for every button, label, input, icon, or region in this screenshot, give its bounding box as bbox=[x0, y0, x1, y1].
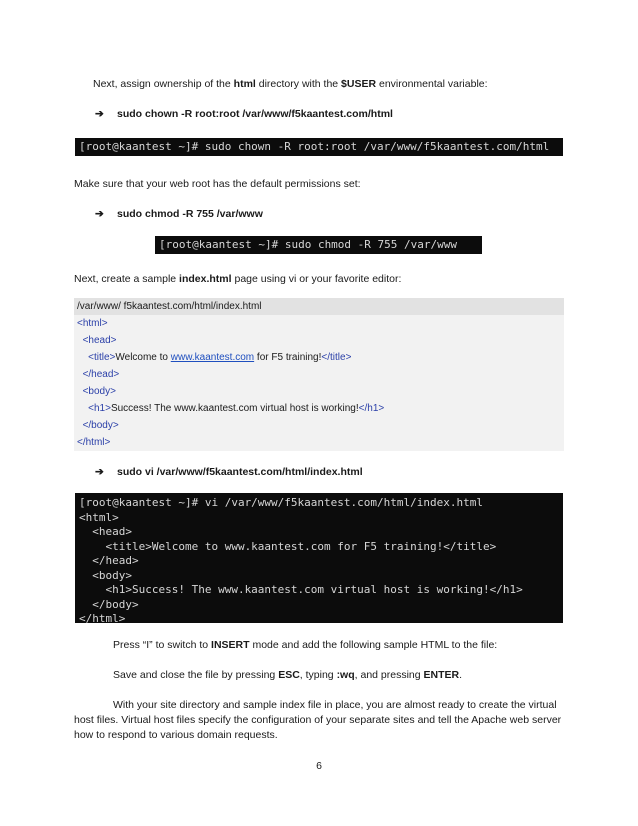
paragraph-save-close bbox=[113, 668, 462, 682]
paragraph-virtual-host-line3: how to respond to various domain requests. bbox=[74, 729, 278, 741]
text: directory with the bbox=[255, 78, 342, 90]
tag: <title> bbox=[88, 352, 116, 363]
code-line bbox=[74, 366, 564, 383]
bold-text: html bbox=[233, 78, 256, 90]
terminal-line: <head> bbox=[79, 525, 132, 538]
paragraph-ownership bbox=[93, 77, 488, 91]
terminal-line: <title>Welcome to www.kaantest.com for F5 training!</title> bbox=[79, 539, 497, 553]
command-text: sudo chmod -R 755 /var/www bbox=[117, 208, 263, 220]
bold-text: INSERT bbox=[211, 639, 250, 651]
paragraph-virtual-host-line2: host files. Virtual host files specify the configuration of your separate sites and tell the Apache web server bbox=[74, 714, 562, 726]
terminal-line: [root@kaantest ~]# sudo chmod -R 755 /var/www bbox=[159, 238, 458, 251]
terminal-line: </body> bbox=[79, 597, 139, 611]
tag: </body> bbox=[82, 420, 119, 431]
tag: <html> bbox=[77, 318, 108, 329]
bold-text: $USER bbox=[341, 78, 377, 90]
bold-text: :wq bbox=[336, 669, 355, 681]
code-line bbox=[74, 349, 564, 366]
text: page using vi or your favorite editor: bbox=[231, 273, 402, 285]
paragraph-virtual-host-line1: With your site directory and sample index file in place, you are almost ready to create the virtual bbox=[113, 699, 557, 711]
terminal-line: [root@kaantest ~]# vi /var/www/f5kaantest.com/html/index.html bbox=[79, 496, 483, 509]
arrow-icon: ➔ bbox=[95, 466, 104, 478]
bold-text: ESC bbox=[278, 669, 300, 681]
code-line bbox=[74, 332, 564, 349]
terminal-screenshot-chmod bbox=[155, 236, 482, 254]
text: Success! The www.kaantest.com virtual host is working! bbox=[110, 403, 359, 414]
command-bullet-chown bbox=[95, 107, 393, 121]
terminal-screenshot-vi bbox=[75, 493, 563, 623]
code-line bbox=[74, 315, 564, 332]
tag: </html> bbox=[77, 437, 111, 448]
code-line bbox=[74, 434, 564, 451]
tag: <head> bbox=[82, 335, 117, 346]
text: Save and close the file by pressing bbox=[113, 669, 279, 681]
code-line bbox=[74, 400, 564, 417]
code-listing bbox=[74, 298, 564, 451]
arrow-icon: ➔ bbox=[95, 108, 104, 120]
page-number: 6 bbox=[316, 760, 322, 772]
terminal-line: <html> bbox=[79, 510, 119, 524]
tag: <body> bbox=[82, 386, 116, 397]
text: , and pressing bbox=[354, 669, 424, 681]
text: . bbox=[459, 669, 463, 681]
terminal-line: </html> bbox=[79, 612, 126, 623]
tag: </h1> bbox=[358, 403, 385, 414]
terminal-line: <body> bbox=[79, 568, 132, 582]
terminal-line: <h1>Success! The www.kaantest.com virtual host is working!</h1> bbox=[79, 583, 523, 596]
text: Press “I” to switch to bbox=[113, 639, 212, 651]
text: mode and add the following sample HTML to the file: bbox=[249, 639, 498, 651]
paragraph-create-index bbox=[74, 272, 401, 286]
text: Welcome to bbox=[115, 352, 171, 363]
code-line bbox=[74, 383, 564, 400]
arrow-icon: ➔ bbox=[95, 208, 104, 220]
terminal-line: [root@kaantest ~]# sudo chown -R root:root /var/www/f5kaantest.com/html bbox=[79, 140, 550, 153]
text: , typing bbox=[299, 669, 337, 681]
code-line bbox=[74, 417, 564, 434]
terminal-line: </head> bbox=[79, 554, 139, 567]
paragraph-insert-mode bbox=[113, 638, 497, 652]
bold-text: index.html bbox=[179, 273, 232, 285]
command-bullet-vi bbox=[95, 465, 363, 479]
tag: </head> bbox=[82, 369, 120, 380]
command-text: sudo chown -R root:root /var/www/f5kaantest.com/html bbox=[117, 108, 393, 120]
text: Next, create a sample bbox=[74, 273, 180, 285]
text: for F5 training! bbox=[254, 352, 322, 363]
tag: </title> bbox=[321, 352, 352, 363]
text: Next, assign ownership of the bbox=[93, 78, 234, 90]
text: environmental variable: bbox=[376, 78, 488, 90]
code-path: /var/www/ f5kaantest.com/html/index.html bbox=[74, 298, 564, 315]
terminal-screenshot-chown bbox=[75, 138, 563, 156]
command-bullet-chmod bbox=[95, 207, 263, 221]
bold-text: ENTER bbox=[423, 669, 460, 681]
paragraph-permissions: Make sure that your web root has the default permissions set: bbox=[74, 178, 361, 190]
hyperlink[interactable]: www.kaantest.com bbox=[170, 352, 255, 363]
tag: <h1> bbox=[88, 403, 111, 414]
command-text: sudo vi /var/www/f5kaantest.com/html/index.html bbox=[117, 466, 363, 478]
